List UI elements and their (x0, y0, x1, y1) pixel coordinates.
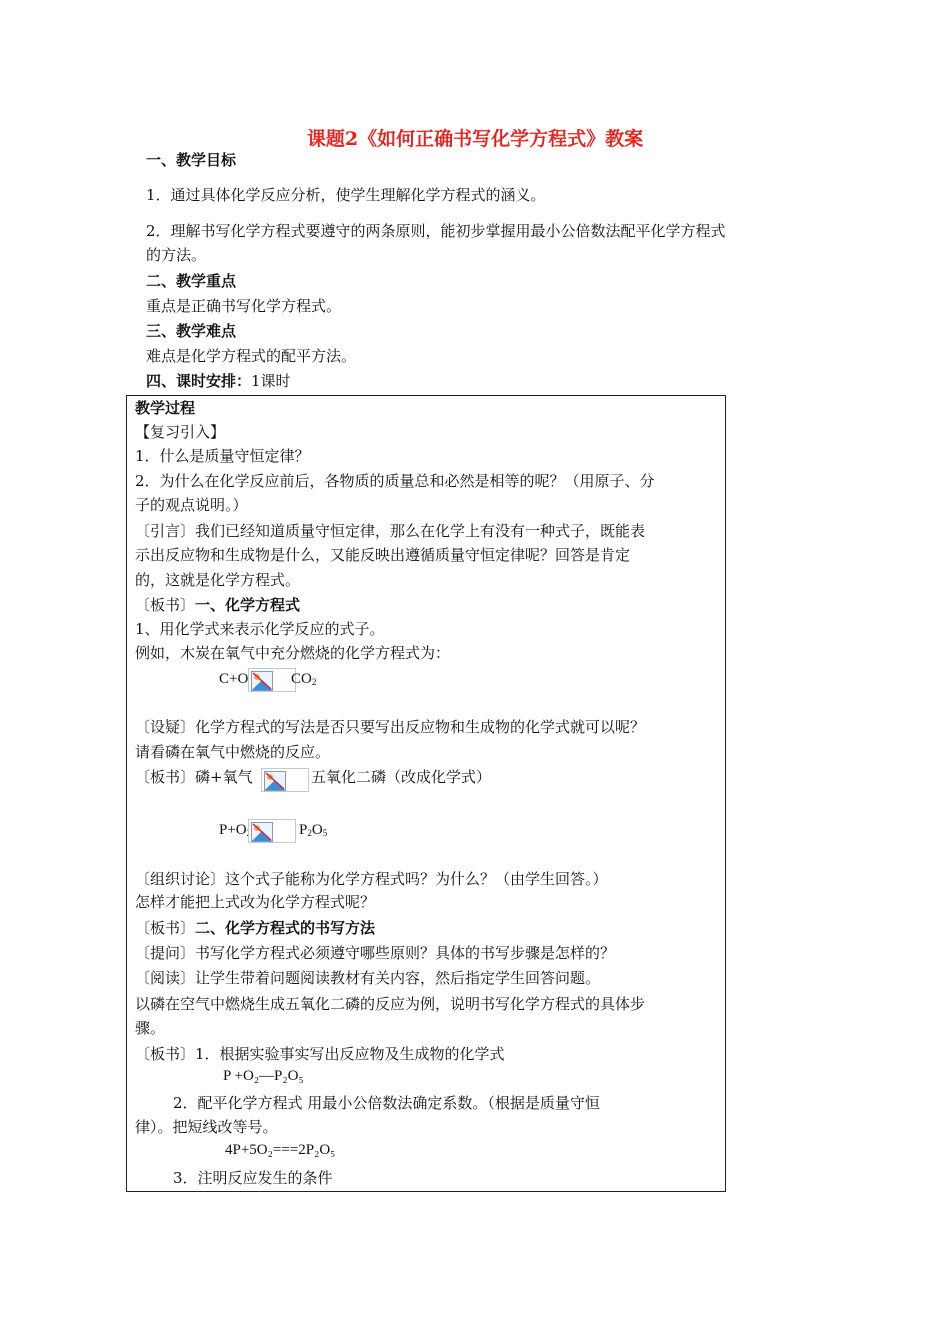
step-3: 3．注明反应发生的条件 (173, 1169, 333, 1187)
discussion-line: 〔组织讨论〕这个式子能称为化学方程式吗？为什么？（由学生回答。） (135, 870, 608, 888)
board-label: 〔板书〕 (135, 919, 196, 937)
equation-2-left: P+O (219, 822, 247, 838)
difficulty-heading: 三、教学难点 (146, 322, 237, 340)
broken-image-icon (248, 819, 296, 843)
board-note-3 (135, 917, 375, 938)
schedule-heading: 四、课时安排： (146, 372, 252, 390)
step-2: 2．配平化学方程式 用最小公倍数法确定系数。（根据是质量守恒 (173, 1094, 600, 1112)
goal-heading: 一、教学目标 (146, 151, 237, 169)
board-note-2-right: 五氧化二磷（改成化学式） (311, 768, 492, 786)
review-label: 【复习引入】 (135, 423, 226, 441)
question-line: 〔提问〕书写化学方程式必须遵守哪些原则？具体的书写步骤是怎样的？ (135, 944, 616, 962)
doubt-line-1: 〔设疑〕化学方程式的写法是否只要写出反应物和生成物的化学式就可以呢？ (135, 718, 646, 736)
step-1-equation: P +O₂—P₂O₅ (223, 1068, 304, 1084)
equation-1-right: $CO_2$ (291, 671, 317, 687)
how-line: 怎样才能把上式改为化学方程式呢？ (135, 893, 376, 911)
schedule-line (146, 370, 291, 391)
example-line: 例如，木炭在氧气中充分燃烧的化学方程式为： (135, 644, 451, 662)
goal-item-2-cont: 的方法。 (146, 246, 207, 264)
board-label: 〔板书〕 (135, 596, 196, 614)
question-2-cont: 子的观点说明。） (135, 496, 248, 514)
difficulty-text: 难点是化学方程式的配平方法。 (146, 347, 357, 365)
reading-line: 〔阅读〕让学生带着问题阅读教材有关内容，然后指定学生回答问题。 (135, 969, 601, 987)
broken-image-icon (261, 768, 309, 792)
step-2-equation: 4P+5O₂===2P₂O₅ (225, 1142, 336, 1158)
intro-line-3: 的，这就是化学方程式。 (135, 571, 301, 589)
process-heading: 教学过程 (135, 399, 196, 417)
board-title-1: 一、化学方程式 (195, 596, 301, 614)
step-2-cont: 律）。把短线改等号。 (135, 1118, 278, 1136)
board-title-3: 二、化学方程式的书写方法 (195, 919, 376, 937)
schedule-text: 1课时 (251, 372, 291, 390)
equation-2-right: $P_2O_5$ (299, 822, 328, 838)
key-point-heading: 二、教学重点 (146, 272, 237, 290)
doubt-line-2: 请看磷在氧气中燃烧的反应。 (135, 743, 331, 761)
goal-item-2: 2．理解书写化学方程式要遵守的两条原则，能初步掌握用最小公倍数法配平化学方程式 (146, 222, 726, 240)
board-note-2-left: 〔板书〕磷+氧气 (135, 768, 253, 786)
definition: 1、用化学式来表示化学反应的式子。 (135, 620, 385, 638)
question-1: 1．什么是质量守恒定律？ (135, 447, 310, 465)
example-2-line-2: 骤。 (135, 1019, 166, 1037)
broken-image-icon (248, 668, 296, 692)
page-title: 课题2《如何正确书写化学方程式》教案 (306, 128, 644, 150)
question-2: 2．为什么在化学反应前后，各物质的质量总和必然是相等的呢？（用原子、分 (135, 472, 655, 490)
teaching-process-box (126, 395, 726, 1192)
board-note-1 (135, 594, 300, 615)
intro-line-1: 〔引言〕我们已经知道质量守恒定律，那么在化学上有没有一种式子，既能表 (135, 522, 646, 540)
example-2-line-1: 以磷在空气中燃烧生成五氧化二磷的反应为例，说明书写化学方程式的具体步 (135, 995, 646, 1013)
equation-1-left: C+O (219, 671, 249, 687)
step-1: 〔板书〕1．根据实验事实写出反应物及生成物的化学式 (135, 1045, 505, 1063)
goal-item-1: 1．通过具体化学反应分析，使学生理解化学方程式的涵义。 (146, 186, 546, 204)
key-point-text: 重点是正确书写化学方程式。 (146, 297, 342, 315)
intro-line-2: 示出反应物和生成物是什么，又能反映出遵循质量守恒定律呢？回答是肯定 (135, 546, 631, 564)
